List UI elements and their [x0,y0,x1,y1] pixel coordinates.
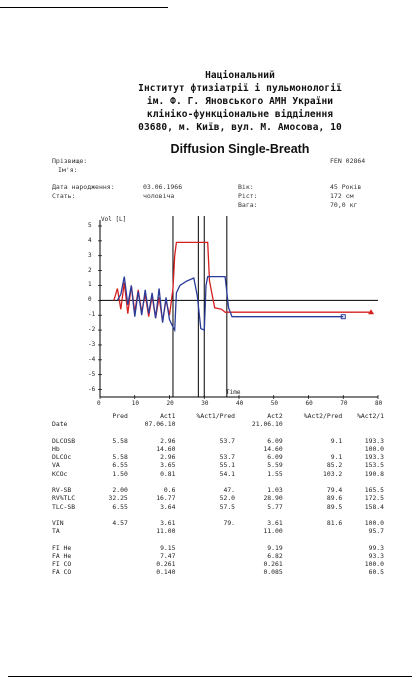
info-height-value: 172 см [330,192,354,200]
table-cell: 5.77 [267,502,283,511]
table-cell [283,544,343,552]
y-tick-label: 2 [88,266,92,274]
table-cell [175,552,235,560]
table-cell: 93.3 [368,551,384,560]
table-cell: 32.25 [108,494,128,503]
header-line-4: клініко-функціональне відділення [146,109,334,120]
table-cell: 3.65 [160,461,176,470]
table-cell: 190.8 [364,469,384,478]
table-cell: 0.81 [160,469,176,478]
table-cell: 100.0 [364,518,384,527]
x-tick-label: 30 [201,400,209,407]
table-cell [175,445,235,453]
row-label: RV%TLC [52,494,76,503]
x-axis-title: Time [226,389,241,396]
y-tick-label: 1 [88,281,92,289]
table-cell: 14.60 [263,444,283,453]
table-cell: 3.64 [160,502,176,511]
table-cell: 54.1 [219,469,236,478]
table-cell: 0.6 [163,486,176,495]
x-tick-label: 50 [270,400,278,407]
table-cell: 1.03 [267,486,283,495]
table-row [52,470,384,478]
table-cell: 2.96 [160,453,176,462]
row-label: FI He [52,543,72,552]
table-cell [175,560,235,568]
table-cell: 103.2 [323,469,343,478]
table-cell: 9.15 [160,543,176,552]
table-cell: 100.0 [364,444,384,453]
row-label: KCOc [52,469,68,478]
x-tick-label: 80 [375,400,383,407]
row-spacer [52,511,384,519]
table-cell: 89.5 [326,502,343,511]
column-header: Act1 [160,412,176,420]
table-cell: 193.3 [364,436,384,445]
table-cell: 53.7 [219,453,236,462]
y-axis-title: Vol [L] [101,216,127,223]
table-cell [175,527,235,535]
column-header: %Act1/Pred [196,412,236,420]
row-label: Date [52,420,68,429]
table-row [52,494,384,502]
table-cell: 0.261 [263,560,283,569]
table-cell: 6.82 [267,551,283,560]
table-cell: 5.58 [112,436,128,445]
table-cell: 3.61 [267,518,283,527]
table-row [52,527,384,535]
table-cell [98,527,128,535]
table-cell: 6.09 [267,453,283,462]
table-cell: 0.085 [263,568,283,577]
table-cell: 5.59 [267,461,283,470]
info-surname-label: Прізвище: [52,157,88,165]
info-birthdate-label: Дата народження: [52,183,115,191]
table-cell: 89.6 [326,494,343,503]
header-line-1: Національний [205,70,275,81]
table-cell: 100.0 [364,560,384,569]
bottom-rule [8,676,412,677]
table-cell: 193.3 [364,453,384,462]
table-cell [98,544,128,552]
info-age-label: Вік: [238,183,254,191]
y-tick-label: -2 [88,326,96,334]
info-age-value: 45 Років [330,183,362,191]
table-cell [98,568,128,576]
row-label: FA He [52,551,72,560]
y-tick-label: 4 [88,236,92,244]
row-label: FI CO [52,560,72,569]
table-cell [98,420,128,428]
row-label: RV-SB [52,486,72,495]
info-id-value: FEN 02864 [330,157,366,165]
table-cell [175,420,235,428]
y-tick-label: -1 [88,311,96,319]
table-cell: 28.90 [263,494,283,503]
row-spacer [52,536,384,544]
series-line-1 [114,242,371,321]
table-row [52,503,384,511]
y-tick-label: -4 [88,355,96,363]
table-cell: 85.2 [326,461,343,470]
table-row [52,560,384,568]
x-tick-label: 60 [305,400,313,407]
row-label: DLCOc [52,453,72,462]
table-cell [283,527,343,535]
y-tick-label: -5 [88,370,96,378]
table-cell: 16.77 [156,494,176,503]
y-tick-label: 0 [88,296,92,304]
table-cell: 4.57 [112,518,128,527]
table-cell: 21.06.10 [251,420,283,429]
table-cell: 1.55 [267,469,283,478]
table-cell [175,568,235,576]
info-sex-value: чоловіча [143,192,175,200]
info-name-label: Ім'я: [58,166,78,174]
table-cell: 9.1 [330,436,343,445]
table-cell: 60.5 [368,568,384,577]
table-cell: 55.1 [219,461,236,470]
table-cell [98,445,128,453]
table-cell: 0.261 [156,560,176,569]
y-tick-label: -6 [88,385,96,393]
table-row [52,519,384,527]
table-cell: 0.140 [156,568,176,577]
table-cell [283,420,343,428]
table-cell: 99.3 [368,543,384,552]
table-cell: 6.55 [112,502,128,511]
table-cell [283,552,343,560]
row-label: VIN [52,518,64,527]
x-tick-label: 40 [236,400,244,407]
row-label: TLC-SB [52,502,76,511]
table-row [52,544,384,552]
table-cell [98,560,128,568]
table-cell: 47. [223,486,236,495]
table-cell: 52.0 [219,494,236,503]
date-row [52,420,384,428]
table-cell: 95.7 [368,527,384,536]
table-cell: 153.5 [364,461,384,470]
info-weight-value: 70,0 кг [330,201,358,209]
row-label: FA CO [52,568,72,577]
table-cell: 14.60 [156,444,176,453]
header-line-5: 03680, м. Київ, вул. М. Амосова, 10 [138,122,342,133]
row-spacer [52,429,384,437]
table-cell: 9.19 [267,543,283,552]
table-cell [342,420,384,428]
table-cell: 158.4 [364,502,384,511]
column-header: Act2 [267,412,283,420]
header-line-2: Інститут фтизіатрії і пульмонології [138,83,342,94]
table-cell [283,568,343,576]
table-cell [175,544,235,552]
x-tick-label: 0 [97,400,101,407]
row-label: DLCOSB [52,436,76,445]
table-cell: 1.50 [112,469,128,478]
table-row [52,486,384,494]
table-cell: 2.00 [112,486,128,495]
table-cell [98,552,128,560]
table-cell: 3.61 [160,518,176,527]
table-cell: 11.00 [156,527,176,536]
info-birthdate-value: 03.06.1966 [143,183,183,191]
column-header [52,412,98,420]
x-tick-label: 70 [340,400,348,407]
info-weight-label: Вага: [238,201,258,209]
table-cell: 57.5 [219,502,236,511]
info-height-label: Ріст: [238,192,258,200]
row-label: VA [52,461,60,470]
y-tick-label: 3 [88,251,92,259]
table-header [52,412,384,420]
table-row [52,437,384,445]
table-cell: 11.00 [263,527,283,536]
table-cell: 172.5 [364,494,384,503]
table-row [52,552,384,560]
results-table-body [52,412,384,577]
table-cell: 81.6 [326,518,343,527]
table-cell: 6.55 [112,461,128,470]
results-table [52,412,384,577]
table-cell: 07.06.10 [144,420,176,429]
table-cell: 53.7 [219,436,236,445]
table-cell: 2.96 [160,436,176,445]
header-line-3: ім. Ф. Г. Яновського АМН України [146,96,334,107]
column-header: %Act2/1 [357,412,384,420]
report-title: Diffusion Single-Breath [170,142,310,156]
table-cell: 79.4 [326,486,343,495]
table-row [52,461,384,469]
info-sex-label: Стать: [52,192,76,200]
column-header: %Act2/Pred [303,412,343,420]
table-cell: 9.1 [330,453,343,462]
table-cell: 79. [223,518,236,527]
table-cell [283,445,343,453]
table-row [52,453,384,461]
table-row [52,445,384,453]
table-cell: 6.09 [267,436,283,445]
table-cell: 7.47 [160,551,176,560]
column-header: Pred [112,412,128,420]
table-row [52,568,384,576]
row-label: TA [52,527,60,536]
table-cell: 5.58 [112,453,128,462]
row-label: Hb [52,444,60,453]
table-cell: 165.5 [364,486,384,495]
table-cell [283,560,343,568]
x-tick-label: 20 [166,400,174,407]
y-tick-label: -3 [88,340,96,348]
x-tick-label: 10 [131,400,139,407]
row-spacer [52,478,384,486]
y-tick-label: 5 [88,222,92,229]
